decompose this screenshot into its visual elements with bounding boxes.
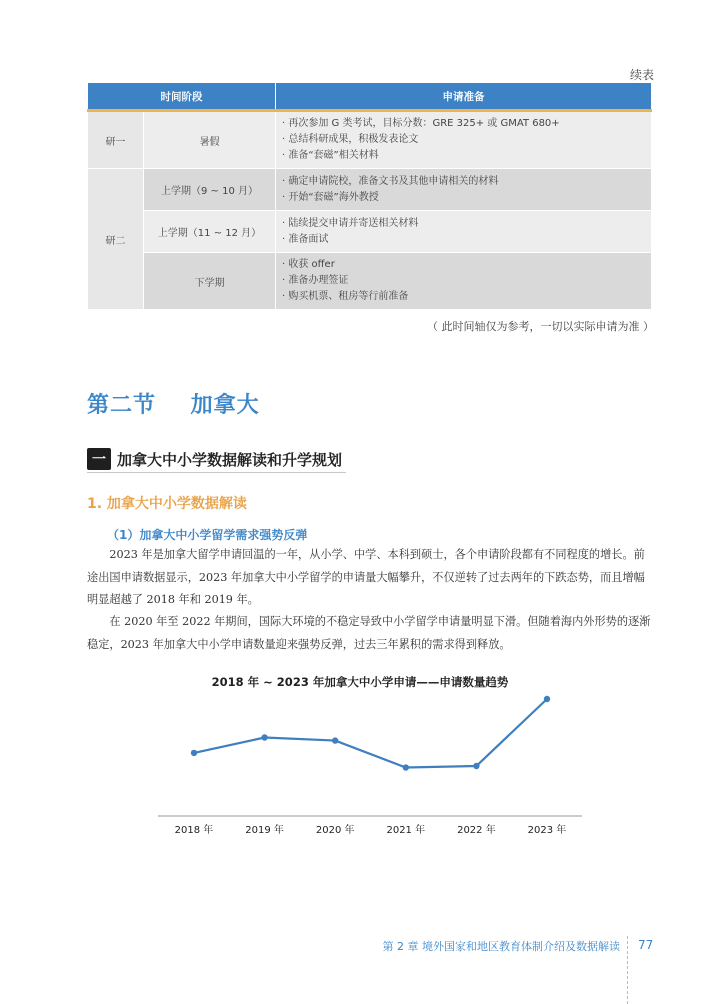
prep-item: · 准备面试 — [282, 233, 329, 245]
subsection-heading: 1. 加拿大中小学数据解读 — [87, 496, 247, 512]
prep-item: · 准备“套磁”相关材料 — [282, 150, 379, 161]
header-time-stage: 时间阶段 — [88, 83, 276, 111]
page-number: 77 — [638, 938, 654, 952]
period-cell: 下学期 — [144, 253, 276, 310]
prep-item: · 总结科研成果，积极发表论文 — [282, 134, 419, 145]
series-line — [194, 699, 547, 768]
prep-item: · 准备办理签证 — [282, 275, 349, 286]
period-cell: 上学期（11 ~ 12 月） — [144, 211, 276, 253]
chapter-title: 加拿大中小学数据解读和升学规划 — [117, 450, 343, 469]
footer-divider — [627, 936, 628, 1004]
x-tick-labels — [175, 823, 567, 836]
data-point — [261, 734, 267, 740]
continued-label: 续表 — [629, 68, 654, 82]
header-preparation: 申请准备 — [276, 83, 652, 111]
data-point — [332, 737, 338, 743]
x-tick-label: 2023 年 — [527, 825, 567, 836]
x-tick-label: 2020 年 — [315, 825, 355, 836]
prep-item: · 开始“套磁”海外教授 — [282, 191, 379, 203]
chart-title: 2018 年 ~ 2023 年加拿大中小学申请——申请数量趋势 — [211, 675, 509, 689]
body-paragraph: 2023 年是加拿大留学申请回温的一年，从小学、中学、本科到硕士，各个申请阶段都有不同程度的增长。前途出国申请数据显示，2023 年加拿大中小学留学的申请量大幅攀升，不仅逆转了过去两年的下跌态势，而且增幅明显超越了 2018 年和 2019 年。 — [87, 548, 645, 606]
data-point — [403, 764, 409, 770]
data-point — [191, 750, 197, 756]
prep-item: · 再次参加 G 类考试，目标分数：GRE 325+ 或 GMAT 680+ — [282, 118, 560, 129]
prep-item: · 确定申请院校，准备文书及其他申请相关的材料 — [282, 175, 499, 187]
x-tick-label: 2022 年 — [457, 825, 496, 836]
data-point — [544, 696, 550, 702]
prep-item: · 购买机票、租房等行前准备 — [282, 291, 409, 302]
table-note: （ 此时间轴仅为参考，一切以实际申请为准 ） — [427, 320, 654, 333]
footer-chapter: 第 2 章 境外国家和地区教育体制介绍及数据解读 — [382, 940, 620, 953]
prep-item: · 陆续提交申请并寄送相关材料 — [282, 217, 419, 229]
section-title: 第二节 加拿大 — [87, 393, 260, 418]
prep-item: · 收获 offer — [282, 259, 335, 270]
body-paragraph: 在 2020 年至 2022 年期间，国际大环境的不稳定导致中小学留学申请量明显下滑。但随着海内外形势的逐渐稳定，2023 年加拿大中小学申请数量迎来强势反弹，过去三年累积的需求得到释放。 — [87, 615, 651, 651]
x-tick-label: 2021 年 — [386, 825, 426, 836]
chapter-number-badge: 一 — [87, 448, 111, 470]
data-points — [191, 696, 550, 771]
grade-cell: 研二 — [88, 169, 144, 310]
x-tick-label: 2018 年 — [174, 825, 214, 836]
data-point — [473, 763, 479, 769]
period-cell: 暑假 — [144, 111, 276, 169]
x-tick-label: 2019 年 — [245, 825, 284, 836]
grade-cell: 研一 — [88, 111, 144, 169]
subsubsection-heading: （1）加拿大中小学留学需求强势反弹 — [107, 528, 308, 542]
period-cell: 上学期（9 ~ 10 月） — [144, 169, 276, 211]
